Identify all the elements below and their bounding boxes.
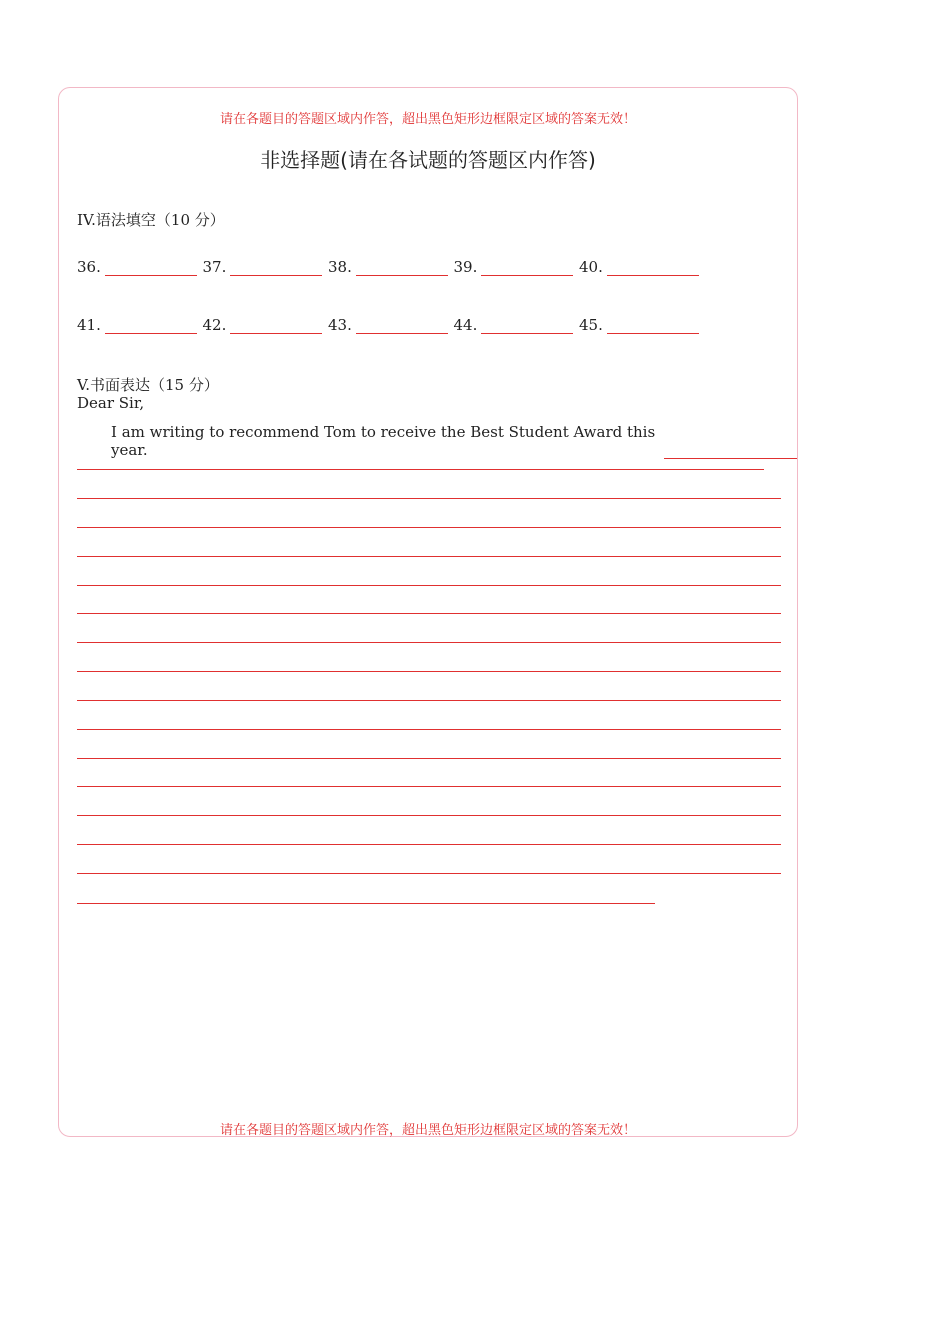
warning-bottom: 请在各题目的答题区域内作答，超出黑色矩形边框限定区域的答案无效！ [219,1123,636,1138]
question-number: 43. [328,316,352,334]
answer-sheet-frame [58,87,798,1137]
question-number: 45. [579,316,603,334]
writing-line[interactable] [77,642,781,643]
warning-top: 请在各题目的答题区域内作答，超出黑色矩形边框限定区域的答案无效！ [219,112,636,127]
answer-blank[interactable] [230,319,322,334]
blank-item [203,258,329,276]
grammar-row-1 [77,258,705,276]
answer-blank[interactable] [607,319,699,334]
page-title: 非选择题(请在各试题的答题区内作答) [260,148,596,172]
question-number: 40. [579,258,603,276]
writing-line[interactable] [77,498,781,499]
writing-line[interactable] [77,527,781,528]
writing-line[interactable] [77,903,655,904]
writing-line[interactable] [77,873,781,874]
answer-blank[interactable] [230,261,322,276]
writing-line[interactable] [77,613,781,614]
answer-blank[interactable] [105,319,197,334]
writing-line[interactable] [77,671,781,672]
writing-line[interactable] [77,556,781,557]
answer-blank[interactable] [481,261,573,276]
blank-item [579,258,705,276]
writing-line[interactable] [77,844,781,845]
answer-blank[interactable] [356,319,448,334]
writing-line[interactable] [77,700,781,701]
letter-greeting: Dear Sir, [77,394,145,412]
answer-blank[interactable] [481,319,573,334]
writing-line[interactable] [77,729,781,730]
grammar-section-heading: IV.语法填空（10 分） [77,211,225,229]
question-number: 37. [202,258,227,276]
blank-item [77,316,203,334]
question-number: 36. [77,258,101,276]
blank-item [579,316,705,334]
answer-blank[interactable] [607,261,699,276]
question-number: 41. [77,316,101,334]
question-number: 38. [328,258,352,276]
writing-line[interactable] [77,469,764,470]
question-number: 44. [453,316,478,334]
writing-line[interactable] [77,786,781,787]
grammar-row-2 [77,316,705,334]
writing-line[interactable] [77,758,781,759]
blank-item [77,258,203,276]
writing-section-heading: V.书面表达（15 分） [77,376,219,394]
blank-item [454,258,580,276]
answer-blank[interactable] [105,261,197,276]
answer-blank[interactable] [356,261,448,276]
writing-line[interactable] [664,444,797,459]
blank-item [328,258,454,276]
blank-item [203,316,329,334]
opening-sentence: I am writing to recommend Tom to receive the Best Student Award this year. [111,423,656,459]
question-number: 39. [453,258,478,276]
writing-line[interactable] [77,815,781,816]
letter-opening [111,423,797,459]
blank-item [454,316,580,334]
writing-line[interactable] [77,585,781,586]
blank-item [328,316,454,334]
question-number: 42. [202,316,227,334]
